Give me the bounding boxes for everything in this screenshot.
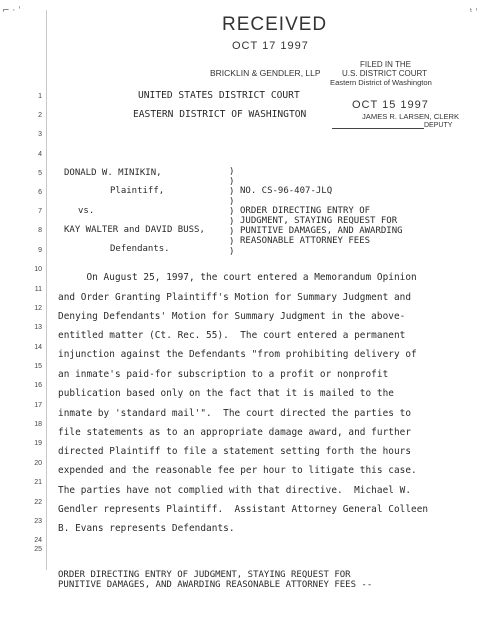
body-line: B. Evans represents Defendants.: [58, 523, 235, 534]
caption-bracket: ): [229, 227, 235, 237]
clerk-line: JAMES R. LARSEN, CLERK: [362, 112, 460, 121]
body-line: publication based only on the fact that it is mailed to the: [58, 388, 394, 399]
body-line: The parties have not complied with that directive. Michael W.: [58, 485, 412, 496]
footer-line1: ORDER DIRECTING ENTRY OF JUDGMENT, STAYING REQUEST FOR: [58, 570, 351, 580]
line-number: 5: [38, 170, 42, 177]
deputy-label: DEPUTY: [424, 122, 453, 129]
caption-bracket: ): [229, 217, 235, 227]
filed-stamp-line3: Eastern District of Washington: [330, 78, 432, 87]
line-number: 14: [34, 344, 42, 351]
plaintiff-role: Plaintiff,: [110, 186, 165, 196]
line-number: 13: [34, 324, 42, 331]
body-line: directed Plaintiff to file a statement setting forth the hours: [58, 446, 412, 457]
body-line: file statements as to an appropriate damage award, and further: [58, 427, 412, 438]
line-number: 16: [34, 382, 42, 389]
case-number: NO. CS-96-407-JLQ: [240, 186, 333, 196]
line-number: 4: [38, 151, 42, 158]
caption-bracket: ): [229, 197, 235, 207]
filed-stamp-line2: U.S. DISTRICT COURT: [342, 69, 428, 78]
margin-rule: [46, 10, 47, 570]
firm-stamp: BRICKLIN & GENDLER, LLP: [210, 68, 321, 78]
court-name: UNITED STATES DISTRICT COURT: [138, 90, 300, 101]
caption-bracket: ): [229, 177, 235, 187]
caption-bracket: ): [229, 187, 235, 197]
received-date: OCT 17 1997: [232, 40, 309, 52]
defendants-role: Defendants.: [110, 244, 170, 254]
caption-bracket: ): [229, 237, 235, 247]
body-line: On August 25, 1997, the court entered a Memorandum Opinion: [58, 272, 417, 283]
line-number: 12: [34, 305, 42, 312]
line-number: 21: [34, 479, 42, 486]
order-title-line2: JUDGMENT, STAYING REQUEST FOR: [240, 216, 398, 226]
line-number: 19: [34, 440, 42, 447]
line-number: 15: [34, 363, 42, 370]
body-line: and Order Granting Plaintiff's Motion for Summary Judgment and: [58, 292, 412, 303]
filed-stamp-line1: FILED IN THE: [360, 60, 411, 69]
body-line: injunction against the Defendants "from prohibiting delivery of: [58, 349, 417, 360]
body-line: entitled matter (Ct. Rec. 55). The court entered a permanent: [58, 330, 406, 341]
court-district: EASTERN DISTRICT OF WASHINGTON: [133, 109, 307, 120]
body-line: Gendler represents Plaintiff. Assistant Attorney General Colleen: [58, 504, 429, 515]
line-number: 6: [38, 189, 42, 196]
line-number: 7: [38, 208, 42, 215]
line-number: 3: [38, 131, 42, 138]
order-title-line1: ORDER DIRECTING ENTRY OF: [240, 206, 371, 216]
line-number: 8: [38, 227, 42, 234]
line-number: 11: [34, 286, 42, 293]
caption-bracket: ): [229, 247, 235, 257]
line-number: 17: [34, 402, 42, 409]
line-number: 18: [34, 421, 42, 428]
deputy-rule: [332, 128, 424, 129]
line-number: 24: [34, 537, 42, 544]
body-line: an inmate's paid-for subscription to a profit or nonprofit: [58, 369, 389, 380]
footer-line2: PUNITIVE DAMAGES, AND AWARDING REASONABLE ATTORNEY FEES --: [58, 580, 373, 590]
received-stamp: RECEIVED: [222, 14, 328, 35]
line-number: 25: [34, 546, 42, 553]
caption-bracket: ): [229, 207, 235, 217]
order-title-line4: REASONABLE ATTORNEY FEES: [240, 236, 371, 246]
plaintiff-name: DONALD W. MINIKIN,: [64, 168, 162, 178]
caption-bracket: ): [229, 167, 235, 177]
corner-mark: ⌐ · ˈ: [2, 6, 21, 16]
line-number: 2: [38, 112, 42, 119]
line-number: 1: [38, 93, 42, 100]
defendants-name: KAY WALTER and DAVID BUSS,: [64, 225, 205, 235]
line-number: 20: [34, 460, 42, 467]
line-number: 10: [34, 266, 42, 273]
line-number: 9: [38, 247, 42, 254]
corner-mark: ᵗ ˈ: [470, 8, 478, 18]
order-title-line3: PUNITIVE DAMAGES, AND AWARDING: [240, 226, 403, 236]
versus: vs.: [78, 206, 95, 216]
line-number: 22: [34, 499, 42, 506]
body-line: inmate by 'standard mail'". The court directed the parties to: [58, 408, 412, 419]
line-number: 23: [34, 518, 42, 525]
body-line: expended and the reasonable fee per hour to litigate this case.: [58, 465, 417, 476]
filed-date: OCT 15 1997: [352, 99, 429, 111]
body-line: Denying Defendants' Motion for Summary Judgment in the above-: [58, 311, 406, 322]
